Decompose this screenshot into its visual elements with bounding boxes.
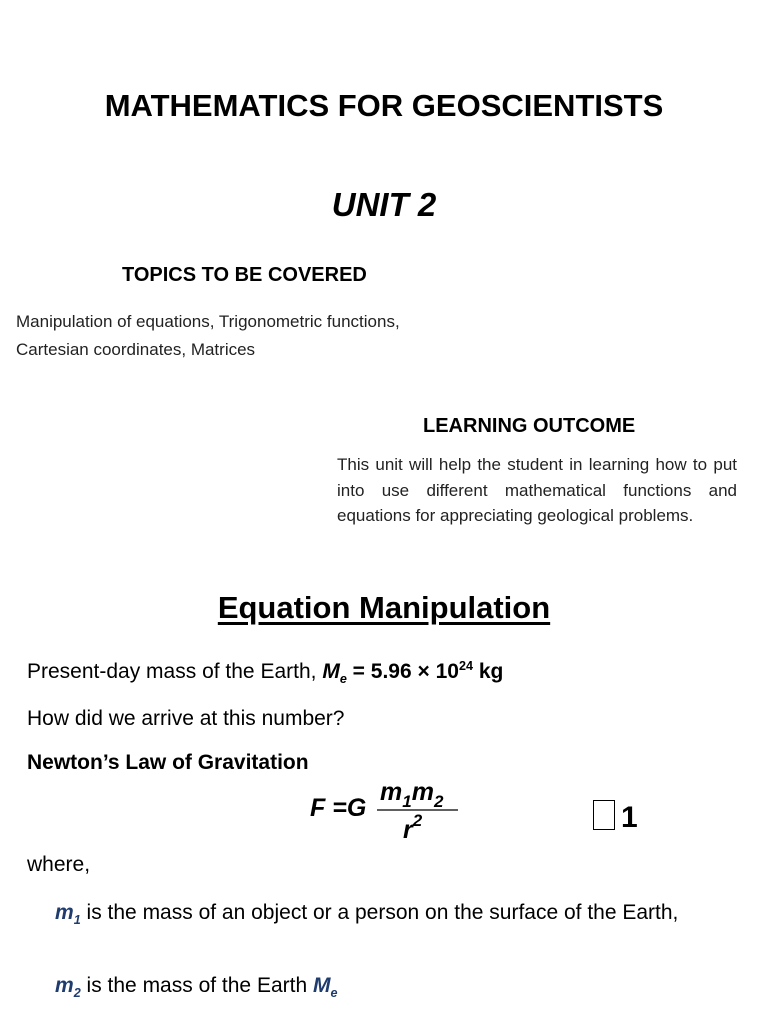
formula-lhs: F =G bbox=[310, 794, 367, 822]
formula-sub2: 2 bbox=[433, 792, 444, 811]
law-title: Newton’s Law of Gravitation bbox=[27, 751, 309, 774]
m2-text: is the mass of the Earth bbox=[80, 974, 313, 997]
earth-mass-value: = 5.96 bbox=[352, 660, 412, 683]
learning-outcome-text: This unit will help the student in learning how to put into use different mathematical functions and equations for appreciating geological problems. bbox=[337, 455, 737, 525]
earth-mass-line bbox=[27, 659, 503, 686]
gravitation-formula bbox=[300, 770, 480, 850]
m1-definition bbox=[55, 896, 740, 937]
m1-text: is the mass of an object or a person on the surface of the Earth, bbox=[80, 901, 679, 924]
topics-list bbox=[16, 308, 516, 364]
unit-title: UNIT 2 bbox=[331, 186, 437, 223]
equation-number-value: 1 bbox=[621, 801, 638, 834]
equation-number bbox=[593, 800, 638, 835]
section-title: Equation Manipulation bbox=[217, 590, 551, 625]
document-title: MATHEMATICS FOR GEOSCIENTISTS bbox=[104, 88, 664, 123]
missing-glyph-box bbox=[593, 800, 615, 830]
m2-symbol: $m_2$ bbox=[55, 974, 81, 1001]
power-base: 10 bbox=[435, 660, 459, 683]
formula-m1: m bbox=[380, 778, 403, 806]
formula-r-exponent: 2 bbox=[412, 811, 423, 830]
m1-symbol: $m_1$ bbox=[55, 901, 81, 928]
m2-definition bbox=[55, 974, 338, 1000]
topics-line-2: Cartesian coordinates, Matrices bbox=[16, 340, 256, 359]
formula-denominator bbox=[403, 811, 423, 844]
topics-heading: TOPICS TO BE COVERED bbox=[122, 264, 367, 286]
earth-mass-subscript: e bbox=[339, 672, 347, 687]
earth-mass-prefix: Present-day mass of the Earth, bbox=[27, 660, 317, 683]
formula-r: r bbox=[403, 816, 413, 844]
power-exponent: 24 bbox=[458, 659, 473, 673]
learning-outcome-heading: LEARNING OUTCOME bbox=[423, 415, 636, 437]
topics-line-1: Manipulation of equations, Trigonometric functions, bbox=[16, 312, 400, 331]
mass-unit: kg bbox=[478, 660, 504, 683]
formula-m2: m bbox=[411, 778, 434, 806]
me-symbol: $M_e$ bbox=[312, 974, 338, 1001]
formula-numerator bbox=[380, 778, 444, 811]
formula-sub1: 1 bbox=[402, 792, 412, 811]
where-text: where, bbox=[27, 853, 91, 876]
earth-mass-symbol: M bbox=[322, 660, 340, 683]
times-sign: × bbox=[417, 660, 430, 683]
question-text: How did we arrive at this number? bbox=[27, 707, 345, 730]
